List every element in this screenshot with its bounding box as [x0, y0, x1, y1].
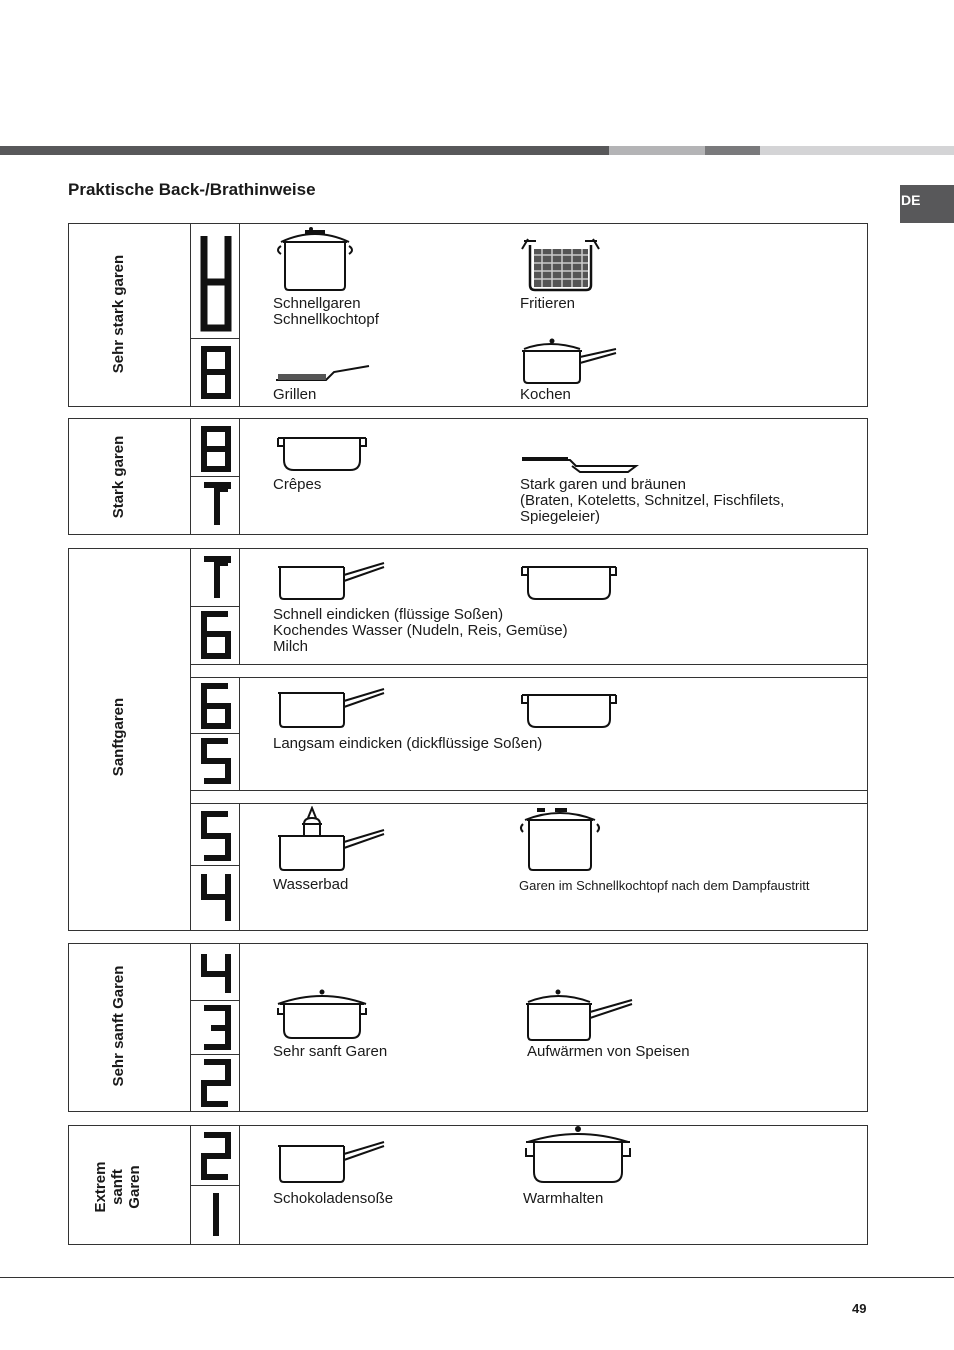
saucepan-lid-icon — [522, 988, 634, 1042]
digit-3 — [199, 1004, 233, 1051]
section-extrem-sanft — [68, 1125, 868, 1245]
section-sehr-stark — [68, 223, 868, 407]
section-sehr-sanft — [68, 943, 868, 1112]
digit-1 — [199, 1189, 233, 1240]
fryer-basket-icon — [518, 237, 603, 292]
digit-5 — [199, 810, 233, 862]
divider — [239, 943, 240, 1112]
item-text: Garen im Schnellkochtopf nach dem Dampfaustritt — [519, 878, 810, 893]
section-label-text: Extrem sanft Garen — [92, 1161, 143, 1213]
digit-5 — [199, 737, 233, 785]
item-text: Stark garen und bräunen (Braten, Koteletts, Schnitzel, Fischfilets, Spiegeleier) — [520, 476, 785, 525]
digit-8 — [199, 425, 233, 473]
divider — [239, 223, 240, 407]
header-bar-dark — [0, 146, 609, 155]
digit-2 — [199, 1131, 233, 1181]
saucepan-icon — [274, 555, 388, 601]
pot-icon — [518, 689, 620, 731]
digit-6 — [199, 610, 233, 660]
item-text: Aufwärmen von Speisen — [527, 1043, 690, 1060]
digit-b — [199, 230, 233, 334]
digit-8 — [199, 345, 233, 400]
pot-icon — [518, 561, 620, 603]
header-bar-light — [609, 146, 705, 155]
item-text: Wasserbad — [273, 876, 349, 893]
item-text: Schnellgaren Schnellkochtopf — [273, 295, 379, 328]
water-bath-icon — [274, 806, 388, 872]
covered-pot-icon — [520, 1124, 636, 1186]
item-text: Langsam eindicken (dickflüssige Soßen) — [273, 735, 543, 752]
divider — [190, 223, 191, 407]
digit-2 — [199, 1058, 233, 1108]
page-number: 49 — [852, 1301, 867, 1316]
casserole-lid-icon — [274, 988, 372, 1042]
saucepan-lid-icon — [518, 335, 620, 385]
divider — [190, 677, 868, 678]
divider — [190, 664, 868, 665]
digit-7 — [199, 555, 233, 602]
saucepan-icon — [274, 1138, 388, 1184]
divider — [190, 1000, 240, 1001]
divider — [190, 865, 240, 866]
digit-4 — [199, 870, 233, 925]
item-text: Fritieren — [520, 295, 576, 312]
section-label — [92, 1147, 146, 1227]
page-title: Praktische Back-/Brathinweise — [68, 180, 316, 199]
digit-7 — [199, 481, 233, 529]
frying-pan-icon — [520, 454, 642, 474]
item-text: Schokoladensoße — [273, 1190, 394, 1207]
pressure-cooker-icon — [519, 804, 601, 872]
header-bar-mid — [705, 146, 760, 155]
item-text: Grillen — [273, 386, 317, 403]
section-label: Sanftgaren — [110, 697, 127, 777]
digit-4 — [199, 950, 233, 997]
item-text: Schnell eindicken (flüssige Soßen) Kochendes Wasser (Nudeln, Reis, Gemüse) Milch — [273, 606, 568, 655]
divider — [190, 733, 240, 734]
pressure-cooker-icon — [275, 226, 355, 292]
item-text: Crêpes — [273, 476, 322, 493]
section-label: Stark garen — [110, 435, 127, 519]
divider — [190, 1054, 240, 1055]
header-bar-pale — [760, 146, 954, 155]
crepe-pan-icon — [274, 432, 370, 474]
digit-6 — [199, 682, 233, 730]
divider — [190, 338, 240, 339]
item-text: Sehr sanft Garen — [273, 1043, 388, 1060]
divider — [190, 943, 191, 1112]
language-tab: DE — [900, 185, 954, 223]
section-label: Sehr sanft Garen — [110, 965, 127, 1087]
divider — [190, 790, 868, 791]
item-text: Warmhalten — [523, 1190, 604, 1207]
section-label: Sehr stark garen — [110, 254, 127, 374]
item-text: Kochen — [520, 386, 571, 403]
grill-pan-icon — [274, 362, 374, 384]
saucepan-icon — [274, 685, 388, 731]
divider — [239, 803, 240, 931]
divider — [190, 1185, 240, 1186]
footer-rule — [0, 1277, 954, 1278]
divider — [190, 606, 240, 607]
divider — [190, 476, 240, 477]
